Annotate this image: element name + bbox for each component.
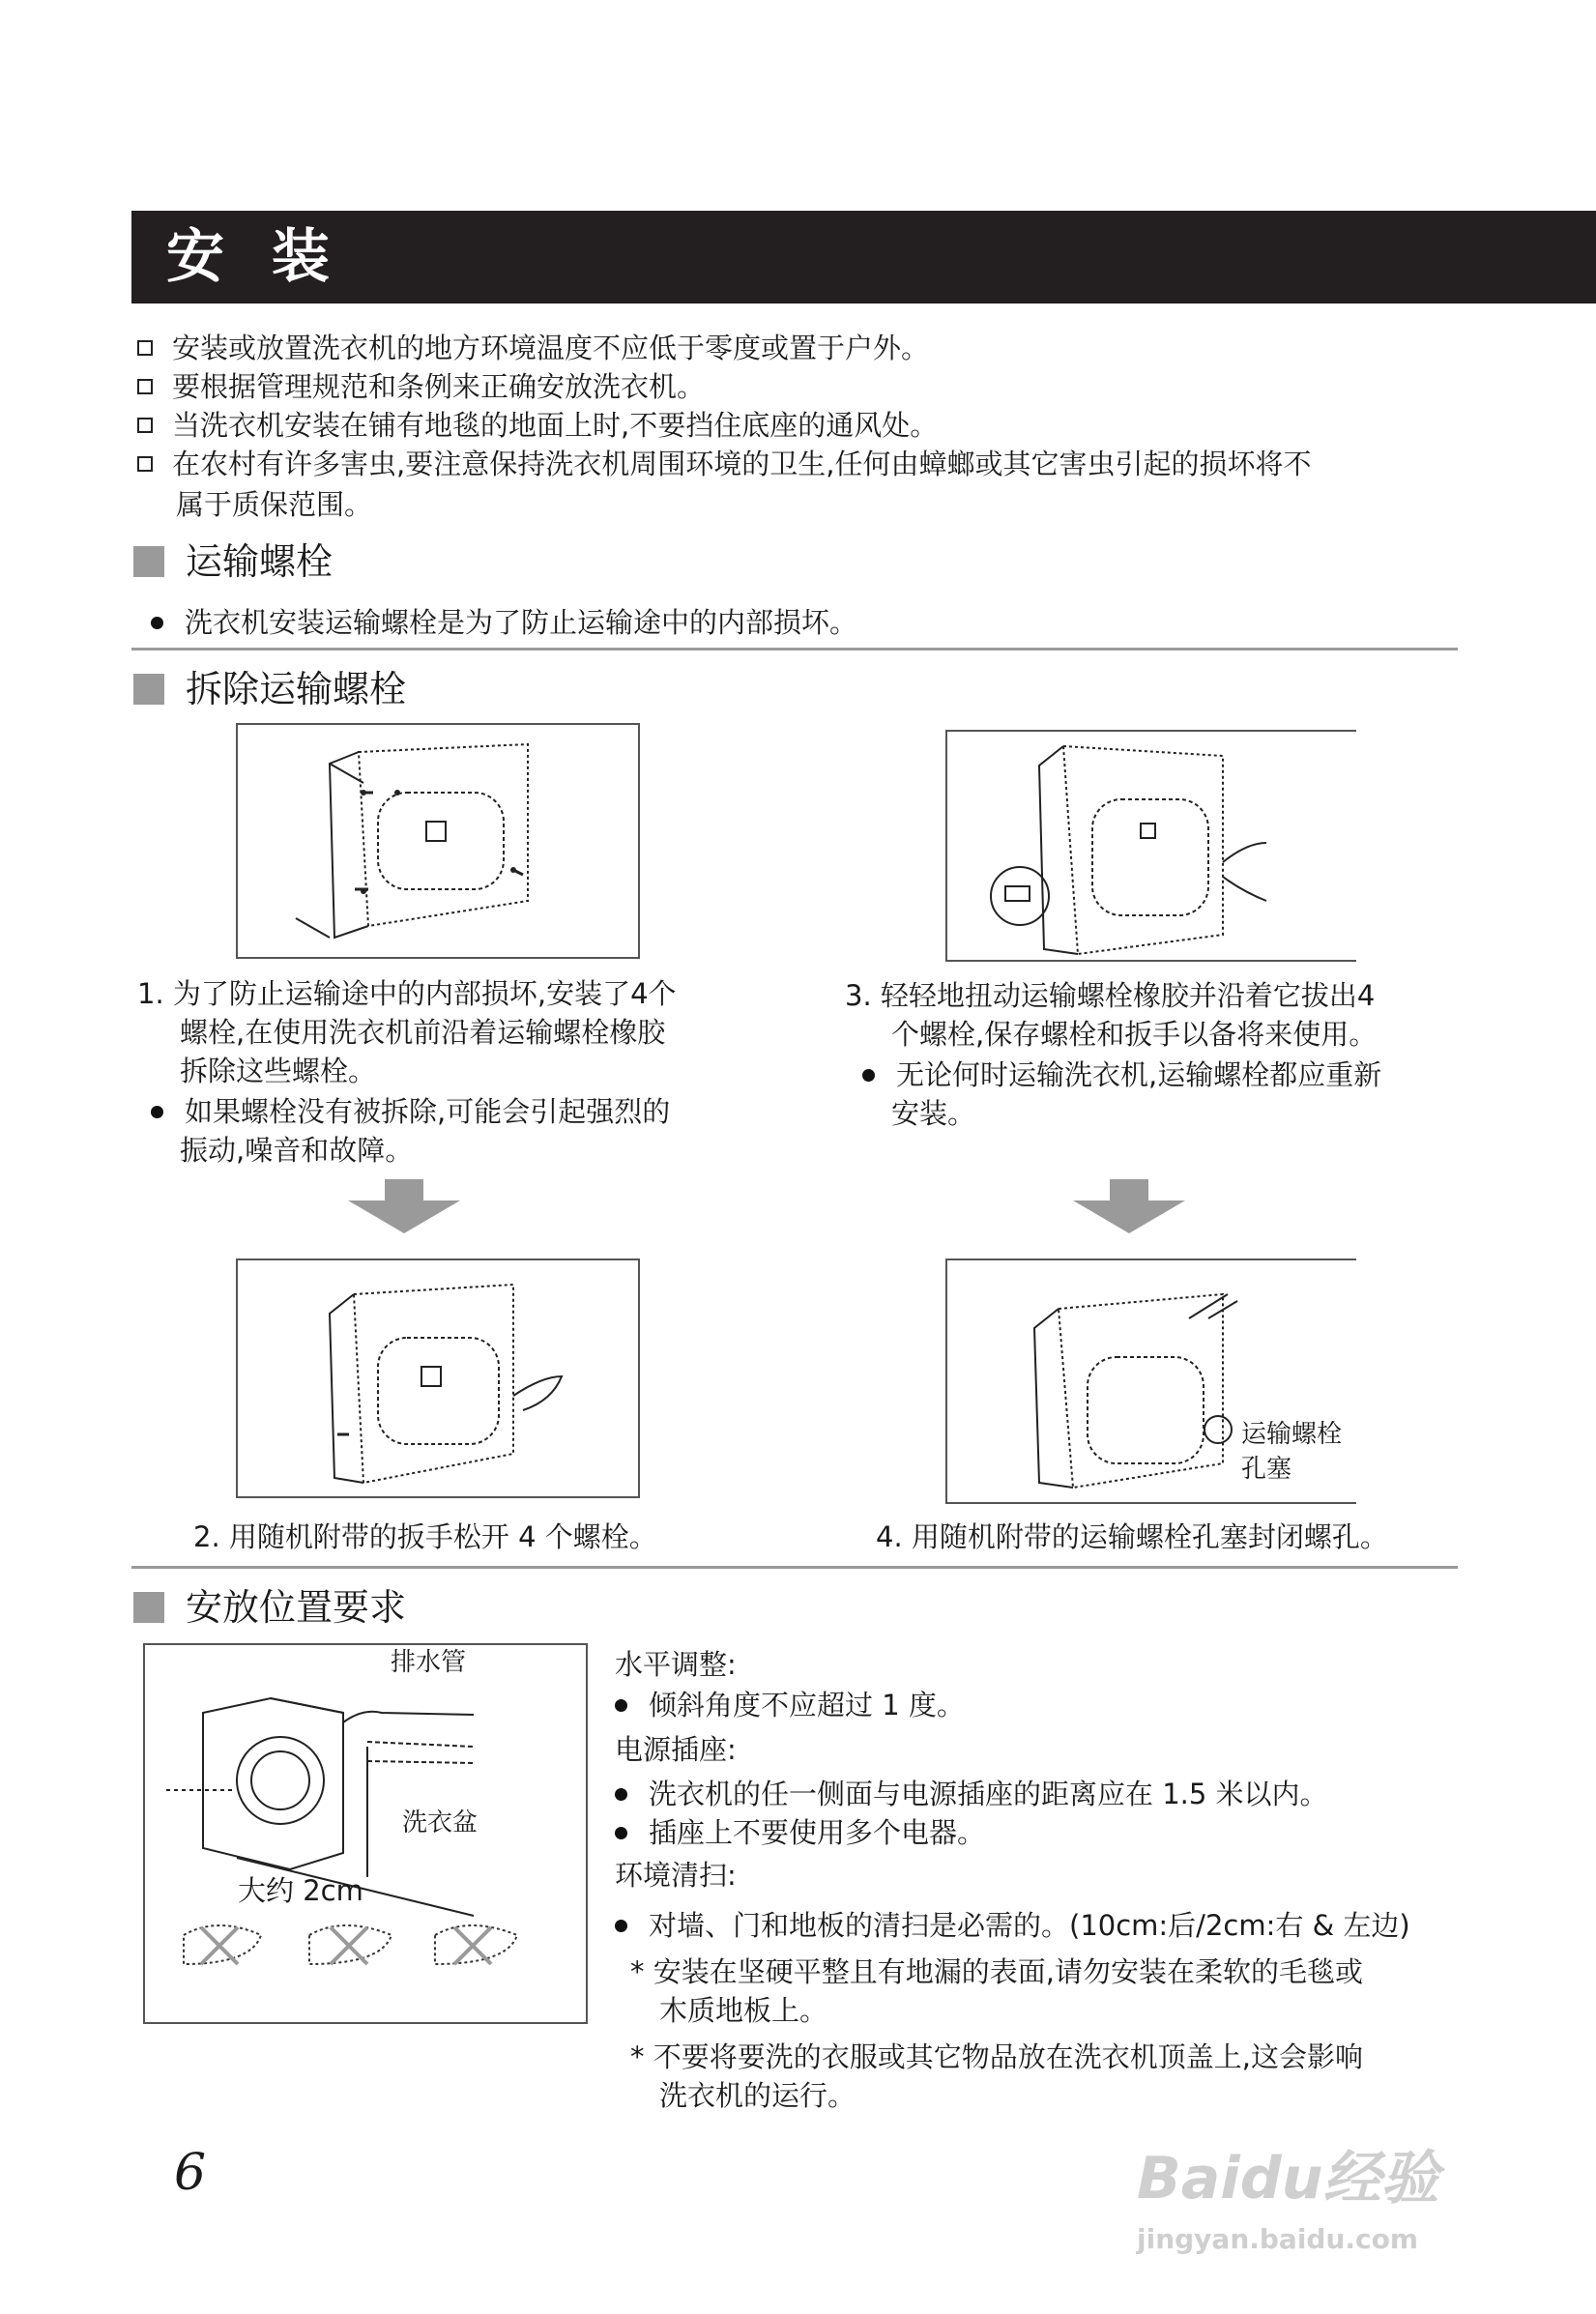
cross-icon xyxy=(331,1927,367,1964)
intro-item-4-cont: 属于质保范围。 xyxy=(176,488,373,521)
washer-bolts-illustration xyxy=(238,725,638,957)
cross-icon xyxy=(454,1927,491,1964)
banner-title: 安 装 xyxy=(166,223,343,291)
step1-line-2: 螺栓,在使用洗衣机前沿着运输螺栓橡胶 xyxy=(180,1016,666,1049)
divider xyxy=(131,1566,1458,1569)
bullet-dot-icon xyxy=(151,617,163,629)
figure-step2-washer xyxy=(236,1258,640,1498)
step1-note-2: 振动,噪音和故障。 xyxy=(180,1134,414,1167)
square-bullet-icon xyxy=(137,379,153,394)
power-item-1: 洗衣机的任一侧面与电源插座的距离应在 1.5 米以内。 xyxy=(615,1773,1328,1815)
washer-loosen-bolts-illustration xyxy=(238,1260,638,1496)
plug-label-line-2: 孔塞 xyxy=(1241,1455,1292,1484)
power-item-2: 插座上不要使用多个电器。 xyxy=(615,1811,985,1854)
drain-pipe-label: 排水管 xyxy=(391,1648,467,1677)
env-item-1: 对墙、门和地板的清扫是必需的。(10cm:后/2cm:右 & 左边) xyxy=(615,1904,1410,1947)
washer-placement-illustration xyxy=(145,1645,586,2022)
step3-note-2: 安装。 xyxy=(891,1097,976,1130)
intro-item-4: 在农村有许多害虫,要注意保持洗衣机周围环境的卫生,任何由蟑螂或其它害虫引起的损坏将不 xyxy=(137,443,1311,485)
watermark-url: jingyan.baidu.com xyxy=(1137,2223,1419,2255)
section-banner xyxy=(131,211,1596,304)
bullet-dot-icon xyxy=(615,1788,627,1801)
step2-caption: 2. 用随机附带的扳手松开 4 个螺栓。 xyxy=(193,1520,657,1553)
step3-line-2: 个螺栓,保存螺栓和扳手以备将来使用。 xyxy=(891,1018,1378,1051)
gap-label: 大约 2cm xyxy=(238,1874,363,1907)
step1-note-1: 如果螺栓没有被拆除,可能会引起强烈的 xyxy=(151,1090,670,1133)
power-title: 电源插座: xyxy=(615,1733,737,1766)
plug-label-line-1: 运输螺栓 xyxy=(1241,1420,1343,1449)
section-heading-transport-bolt: 运输螺栓 xyxy=(133,537,333,586)
square-bullet-icon xyxy=(137,456,153,472)
step1-line-3: 拆除这些螺栓。 xyxy=(180,1055,377,1087)
figure-placement xyxy=(143,1643,588,2024)
square-bullet-icon xyxy=(137,340,153,356)
transport-bolt-item: 洗衣机安装运输螺栓是为了防止运输途中的内部损坏。 xyxy=(151,601,857,644)
washer-hole-plugs-illustration xyxy=(947,1260,1356,1502)
bullet-dot-icon xyxy=(862,1069,875,1082)
intro-item-2: 要根据管理规范和条例来正确安放洗衣机。 xyxy=(137,365,705,408)
watermark-logo: Baidu经验 xyxy=(1137,2145,1439,2213)
basin-label: 洗衣盆 xyxy=(402,1808,479,1837)
section-heading-placement: 安放位置要求 xyxy=(133,1583,406,1632)
arrow-down-icon xyxy=(1073,1179,1185,1233)
step1-line-1: 1. 为了防止运输途中的内部损坏,安装了4个 xyxy=(137,977,677,1010)
square-bullet-icon xyxy=(137,418,153,433)
step3-note-1: 无论何时运输洗衣机,运输螺栓都应重新 xyxy=(862,1054,1381,1096)
heading-square-icon xyxy=(133,674,164,705)
bullet-dot-icon xyxy=(615,1827,627,1839)
bullet-dot-icon xyxy=(615,1920,627,1932)
page-number: 6 xyxy=(174,2144,207,2202)
figure-step1-washer xyxy=(236,723,640,959)
section-heading-remove-bolt: 拆除运输螺栓 xyxy=(133,665,406,713)
washer-pull-bolts-illustration xyxy=(947,732,1356,960)
heading-square-icon xyxy=(133,546,164,577)
divider xyxy=(131,648,1458,651)
bullet-dot-icon xyxy=(615,1699,627,1712)
step3-line-1: 3. 轻轻地扭动运输螺栓橡胶并沿着它拔出4 xyxy=(845,979,1376,1012)
figure-step3-washer xyxy=(945,730,1356,962)
level-title: 水平调整: xyxy=(615,1648,737,1681)
bullet-dot-icon xyxy=(151,1106,163,1118)
env-note-2-line-2: 洗衣机的运行。 xyxy=(659,2079,856,2112)
arrow-down-icon xyxy=(348,1179,460,1233)
step4-caption: 4. 用随机附带的运输螺栓孔塞封闭螺孔。 xyxy=(876,1520,1388,1553)
level-item: 倾斜角度不应超过 1 度。 xyxy=(615,1684,965,1726)
intro-item-3: 当洗衣机安装在铺有地毯的地面上时,不要挡住底座的通风处。 xyxy=(137,404,938,447)
env-note-2-line-1: * 不要将要洗的衣服或其它物品放在洗衣机顶盖上,这会影响 xyxy=(630,2040,1363,2073)
intro-item-1: 安装或放置洗衣机的地方环境温度不应低于零度或置于户外。 xyxy=(137,327,929,369)
env-title: 环境清扫: xyxy=(615,1859,737,1892)
env-note-1-line-2: 木质地板上。 xyxy=(659,1994,828,2027)
env-note-1-line-1: * 安装在坚硬平整且有地漏的表面,请勿安装在柔软的毛毯或 xyxy=(630,1955,1363,1988)
heading-square-icon xyxy=(133,1592,164,1623)
figure-step4-washer xyxy=(945,1258,1356,1504)
cross-icon xyxy=(201,1927,238,1964)
